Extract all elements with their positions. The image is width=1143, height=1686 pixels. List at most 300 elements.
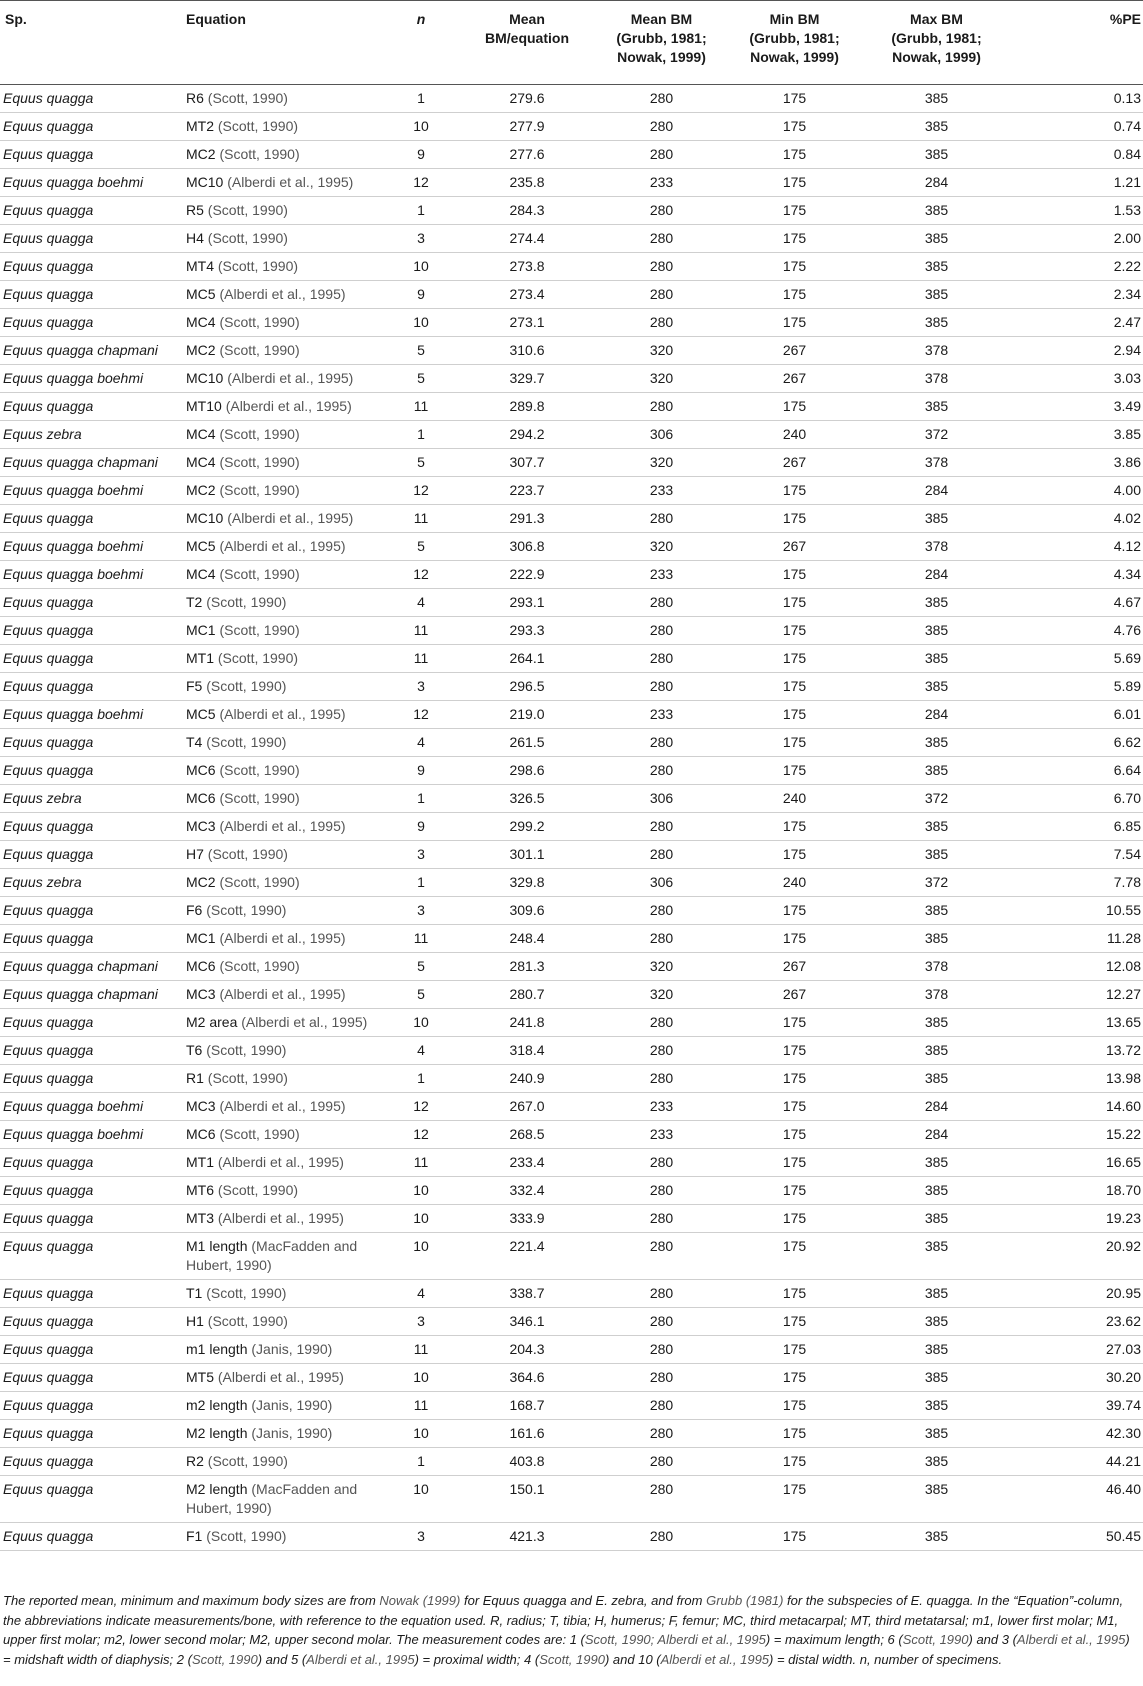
equation-citation[interactable]: (Scott, 1990): [207, 1069, 288, 1086]
table-row: [0, 924, 1143, 952]
cell-mean-bm-equation: 333.9: [509, 1209, 545, 1226]
cell-n: 11: [413, 1340, 429, 1357]
col-header-species: Sp.: [5, 11, 27, 27]
table-row: [0, 1391, 1143, 1419]
table-row: [0, 1279, 1143, 1307]
equation-citation[interactable]: (Scott, 1990): [207, 1452, 288, 1469]
cell-species: Equus quagga: [3, 229, 94, 246]
cell-species: Equus quagga boehmi: [3, 481, 144, 498]
equation-citation[interactable]: (Alberdi et al., 1995): [217, 1153, 344, 1170]
table-row: [0, 1475, 1143, 1522]
cell-mean-bm-equation: 318.4: [509, 1041, 545, 1058]
equation-citation[interactable]: (Scott, 1990): [207, 89, 288, 106]
cell-max-bm: 385: [924, 117, 949, 134]
col-header-max-bm: [864, 0, 1009, 84]
cell-mean-bm: 280: [649, 1153, 674, 1170]
cell-mean-bm: 280: [649, 1527, 674, 1544]
cell-species: Equus quagga: [3, 1527, 94, 1544]
cell-min-bm: 175: [782, 705, 807, 722]
cell-max-bm: 284: [924, 481, 949, 498]
cell-equation: [186, 756, 386, 784]
equation-code: MC3: [186, 985, 220, 1002]
footnote-text-5: ) and 3 (: [968, 1632, 1017, 1647]
equation-code: MC2: [186, 145, 220, 162]
cell-n: 10: [413, 117, 429, 134]
cell-equation: [186, 672, 386, 700]
cell-percent-pe: 13.72: [1105, 1041, 1141, 1058]
cell-max-bm: 284: [924, 173, 949, 190]
cell-n: 3: [417, 1312, 425, 1329]
cell-equation: [186, 952, 386, 980]
cell-mean-bm-equation: 289.8: [509, 397, 545, 414]
equation-citation[interactable]: (Scott, 1990): [206, 733, 287, 750]
cell-n: 11: [413, 509, 429, 526]
col-header-percent-pe: %PE: [1109, 11, 1141, 27]
col-header-max-bm-source2: Nowak, 1999): [892, 49, 981, 65]
cell-max-bm: 385: [924, 257, 949, 274]
equation-citation[interactable]: (Scott, 1990): [217, 1181, 299, 1198]
footnote-citation-nowak[interactable]: Nowak (1999): [379, 1593, 461, 1608]
cell-percent-pe: 16.65: [1105, 1153, 1141, 1170]
col-header-min-bm: [725, 0, 864, 84]
cell-species: Equus quagga: [3, 1312, 94, 1329]
footnote-text-4: ) = maximum length; 6 (: [765, 1632, 903, 1647]
cell-mean-bm-equation: 261.5: [509, 733, 545, 750]
footnote-citation-6[interactable]: Scott, 1990: [191, 1651, 258, 1667]
cell-equation: [186, 476, 386, 504]
cell-mean-bm-equation: 267.0: [509, 1097, 545, 1114]
cell-mean-bm-equation: 280.7: [509, 985, 545, 1002]
cell-n: 1: [417, 425, 425, 442]
cell-equation: [186, 168, 386, 196]
cell-equation: [186, 140, 386, 168]
cell-species: Equus quagga: [3, 677, 94, 694]
equation-code: F1: [186, 1527, 207, 1544]
cell-min-bm: 175: [782, 845, 807, 862]
cell-min-bm: 175: [782, 145, 807, 162]
cell-mean-bm: 320: [649, 369, 674, 386]
cell-equation: [186, 532, 386, 560]
cell-mean-bm-equation: 291.3: [509, 509, 545, 526]
cell-max-bm: 385: [924, 1237, 949, 1254]
cell-equation: [186, 308, 386, 336]
equation-citation[interactable]: (Scott, 1990): [219, 621, 300, 638]
cell-max-bm: 378: [924, 369, 949, 386]
equation-code: MC5: [186, 285, 220, 302]
equation-citation[interactable]: (Janis, 1990): [251, 1424, 333, 1441]
equation-citation[interactable]: (Alberdi et al., 1995): [227, 173, 354, 190]
cell-n: 10: [413, 1013, 429, 1030]
cell-mean-bm: 280: [649, 1368, 674, 1385]
cell-species: Equus quagga: [3, 1452, 94, 1469]
cell-max-bm: 385: [924, 733, 949, 750]
cell-min-bm: 175: [782, 1209, 807, 1226]
cell-species: Equus quagga: [3, 257, 94, 274]
cell-min-bm: 175: [782, 621, 807, 638]
cell-species: Equus quagga: [3, 1424, 94, 1441]
cell-species: Equus quagga: [3, 1237, 94, 1254]
cell-mean-bm-equation: 332.4: [509, 1181, 545, 1198]
cell-min-bm: 175: [782, 1097, 807, 1114]
cell-mean-bm-equation: 273.4: [509, 285, 545, 302]
cell-mean-bm: 233: [649, 565, 674, 582]
cell-equation: [186, 504, 386, 532]
cell-mean-bm: 306: [649, 425, 674, 442]
table-row: [0, 1064, 1143, 1092]
equation-code: m2 length: [186, 1396, 252, 1413]
equation-code: MC10: [186, 173, 228, 190]
cell-n: 1: [417, 201, 425, 218]
cell-max-bm: 385: [924, 1153, 949, 1170]
equation-code: MT6: [186, 1181, 218, 1198]
equation-citation[interactable]: (Scott, 1990): [219, 873, 300, 890]
equation-code: m1 length: [186, 1340, 252, 1357]
cell-percent-pe: 19.23: [1105, 1209, 1141, 1226]
cell-n: 9: [417, 285, 425, 302]
cell-min-bm: 175: [782, 397, 807, 414]
cell-species: Equus quagga: [3, 313, 94, 330]
equation-citation[interactable]: (Scott, 1990): [207, 201, 288, 218]
cell-n: 1: [417, 789, 425, 806]
cell-max-bm: 378: [924, 537, 949, 554]
col-header-mean-bm-source1: (Grubb, 1981;: [616, 30, 707, 46]
equation-code: MC4: [186, 313, 220, 330]
cell-species: Equus quagga: [3, 1181, 94, 1198]
col-header-n: n: [416, 11, 426, 27]
equation-citation[interactable]: (Scott, 1990): [219, 453, 300, 470]
equation-citation[interactable]: (Janis, 1990): [251, 1340, 333, 1357]
equation-citation[interactable]: (Scott, 1990): [219, 145, 300, 162]
footnote-text-2: for Equus quagga and E. zebra, and from: [460, 1593, 707, 1608]
cell-equation: [186, 1335, 386, 1363]
cell-mean-bm-equation: 279.6: [509, 89, 545, 106]
cell-mean-bm: 280: [649, 1312, 674, 1329]
equation-citation[interactable]: (Scott, 1990): [206, 677, 287, 694]
equation-citation[interactable]: (Alberdi et al., 1995): [219, 285, 346, 302]
table-row: [0, 1120, 1143, 1148]
cell-species: Equus quagga: [3, 117, 94, 134]
col-header-mean-bm-equation: [456, 0, 598, 84]
cell-mean-bm: 280: [649, 1340, 674, 1357]
footnote-text-9: ) and 10 (: [604, 1651, 661, 1667]
equation-code: T6: [186, 1041, 207, 1058]
cell-percent-pe: 5.89: [1113, 677, 1141, 694]
equation-citation[interactable]: (Alberdi et al., 1995): [219, 705, 346, 722]
cell-species: Equus quagga: [3, 145, 94, 162]
equation-citation[interactable]: (Scott, 1990): [219, 481, 300, 498]
cell-min-bm: 175: [782, 117, 807, 134]
cell-mean-bm: 280: [649, 901, 674, 918]
cell-mean-bm-equation: 241.8: [509, 1013, 545, 1030]
equation-citation[interactable]: (Scott, 1990): [219, 565, 300, 582]
cell-mean-bm-equation: 284.3: [509, 201, 545, 218]
cell-percent-pe: 2.00: [1113, 229, 1141, 246]
cell-mean-bm-equation: 233.4: [509, 1153, 545, 1170]
cell-mean-bm-equation: 294.2: [509, 425, 545, 442]
equation-citation[interactable]: (Scott, 1990): [206, 593, 287, 610]
cell-species: Equus quagga: [3, 761, 94, 778]
equation-citation[interactable]: (Scott, 1990): [219, 789, 300, 806]
cell-max-bm: 385: [924, 1013, 949, 1030]
cell-equation: [186, 588, 386, 616]
equation-code: M2 length: [186, 1480, 252, 1497]
cell-max-bm: 372: [924, 873, 949, 890]
cell-min-bm: 175: [782, 901, 807, 918]
footnote-citation-5[interactable]: Alberdi et al., 1995: [1016, 1632, 1126, 1647]
cell-max-bm: 385: [924, 593, 949, 610]
equation-citation[interactable]: (Alberdi et al., 1995): [219, 1097, 346, 1114]
cell-equation: [186, 1391, 386, 1419]
cell-species: Equus quagga: [3, 509, 94, 526]
table-row: [0, 644, 1143, 672]
cell-max-bm: 385: [924, 1452, 949, 1469]
cell-n: 10: [413, 1237, 429, 1254]
cell-min-bm: 175: [782, 1527, 807, 1544]
cell-mean-bm-equation: 240.9: [509, 1069, 545, 1086]
equation-citation[interactable]: (Alberdi et al., 1995): [227, 509, 354, 526]
cell-percent-pe: 0.13: [1113, 89, 1141, 106]
equation-code: MC1: [186, 929, 220, 946]
cell-percent-pe: 4.67: [1113, 593, 1141, 610]
footnote-citation-4[interactable]: Scott, 1990: [902, 1632, 969, 1647]
cell-max-bm: 284: [924, 565, 949, 582]
footnote-citation-grubb[interactable]: Grubb (1981): [706, 1593, 784, 1608]
equation-code: M2 area: [186, 1013, 242, 1030]
cell-species: Equus quagga: [3, 1480, 94, 1497]
table-row: [0, 252, 1143, 280]
cell-mean-bm: 280: [649, 649, 674, 666]
cell-species: Equus quagga: [3, 1209, 94, 1226]
equation-citation[interactable]: (Alberdi et al., 1995): [241, 1013, 368, 1030]
equation-citation[interactable]: (Scott, 1990): [219, 341, 300, 358]
cell-percent-pe: 23.62: [1105, 1312, 1141, 1329]
equation-citation[interactable]: (Alberdi et al., 1995): [225, 397, 352, 414]
equation-code: MT1: [186, 1153, 218, 1170]
table-row: [0, 672, 1143, 700]
cell-n: 12: [413, 705, 429, 722]
cell-min-bm: 175: [782, 1340, 807, 1357]
cell-percent-pe: 0.74: [1113, 117, 1141, 134]
equation-citation[interactable]: (Alberdi et al., 1995): [227, 369, 354, 386]
equation-citation[interactable]: (Scott, 1990): [206, 1527, 287, 1544]
cell-mean-bm-equation: 301.1: [509, 845, 545, 862]
cell-max-bm: 385: [924, 621, 949, 638]
cell-percent-pe: 4.00: [1113, 481, 1141, 498]
cell-min-bm: 175: [782, 649, 807, 666]
footnote-text-3: for the subspecies of E. quagga. In the “Equation”-column, the abbreviations indicate measurements/bone, with reference to the equation used. R, radius; T, tibia; H, humerus; F, femur; MC, third metacarpal; MT, third metatarsal; m1, lower first molar; M1, upper first molar; m2, lower second molar; M2, upper second molar. The measurement codes are: 1 (: [3, 1593, 1124, 1647]
cell-percent-pe: 50.45: [1105, 1527, 1141, 1544]
cell-max-bm: 385: [924, 929, 949, 946]
cell-species: Equus quagga: [3, 1041, 94, 1058]
cell-mean-bm: 280: [649, 1480, 674, 1497]
cell-min-bm: 175: [782, 1284, 807, 1301]
cell-mean-bm-equation: 338.7: [509, 1284, 545, 1301]
cell-max-bm: 385: [924, 89, 949, 106]
cell-n: 3: [417, 677, 425, 694]
cell-equation: [186, 700, 386, 728]
cell-equation: [186, 1232, 386, 1279]
cell-min-bm: 175: [782, 817, 807, 834]
cell-n: 12: [413, 481, 429, 498]
cell-species: Equus quagga boehmi: [3, 1097, 144, 1114]
cell-species: Equus quagga boehmi: [3, 173, 144, 190]
cell-species: Equus quagga chapmani: [3, 985, 158, 1002]
cell-equation: [186, 196, 386, 224]
footnote-citation-7[interactable]: Alberdi et al., 1995: [306, 1651, 415, 1667]
equation-code: MC2: [186, 873, 220, 890]
equation-citation[interactable]: (Scott, 1990): [206, 1284, 287, 1301]
equation-citation[interactable]: (Scott, 1990): [207, 229, 288, 246]
cell-percent-pe: 3.03: [1113, 369, 1141, 386]
cell-min-bm: 240: [782, 873, 807, 890]
cell-n: 10: [413, 1209, 429, 1226]
cell-equation: [186, 896, 386, 924]
cell-n: 4: [417, 1041, 425, 1058]
equation-code: T2: [186, 593, 207, 610]
cell-species: Equus quagga: [3, 593, 94, 610]
cell-mean-bm-equation: 161.6: [509, 1424, 545, 1441]
cell-n: 3: [417, 229, 425, 246]
equation-citation[interactable]: (Scott, 1990): [206, 1041, 287, 1058]
cell-max-bm: 385: [924, 761, 949, 778]
equation-citation[interactable]: (Scott, 1990): [219, 957, 300, 974]
equation-citation[interactable]: (Scott, 1990): [219, 313, 300, 330]
cell-min-bm: 175: [782, 257, 807, 274]
equation-code: MC5: [186, 537, 220, 554]
equation-code: H4: [186, 229, 208, 246]
equation-citation[interactable]: (Scott, 1990): [219, 761, 300, 778]
cell-n: 10: [413, 1424, 429, 1441]
cell-max-bm: 385: [924, 397, 949, 414]
cell-percent-pe: 46.40: [1105, 1480, 1141, 1497]
equation-citation[interactable]: (MacFadden and Hubert, 1990): [186, 1237, 358, 1273]
cell-mean-bm-equation: 204.3: [509, 1340, 545, 1357]
cell-mean-bm: 280: [649, 1424, 674, 1441]
equation-citation[interactable]: (Scott, 1990): [219, 1125, 300, 1142]
footnote-text-7: ) and 5 (: [257, 1651, 307, 1667]
cell-n: 4: [417, 733, 425, 750]
cell-species: Equus quagga: [3, 397, 94, 414]
cell-equation: [186, 112, 386, 140]
cell-min-bm: 240: [782, 425, 807, 442]
table-row: [0, 196, 1143, 224]
equation-citation[interactable]: (Scott, 1990): [217, 117, 299, 134]
equation-citation[interactable]: (Alberdi et al., 1995): [217, 1368, 344, 1385]
cell-mean-bm-equation: 219.0: [509, 705, 545, 722]
equation-citation[interactable]: (Alberdi et al., 1995): [219, 537, 346, 554]
cell-equation: [186, 1120, 386, 1148]
equation-citation[interactable]: (Scott, 1990): [217, 257, 299, 274]
equation-code: R6: [186, 89, 208, 106]
cell-max-bm: 385: [924, 1181, 949, 1198]
cell-mean-bm-equation: 364.6: [509, 1368, 545, 1385]
cell-min-bm: 175: [782, 173, 807, 190]
equation-citation[interactable]: (Scott, 1990): [217, 649, 299, 666]
equation-citation[interactable]: (Alberdi et al., 1995): [219, 817, 346, 834]
cell-species: Equus quagga: [3, 649, 94, 666]
cell-percent-pe: 27.03: [1105, 1340, 1141, 1357]
col-header-max-bm-source1: (Grubb, 1981;: [891, 30, 982, 46]
cell-mean-bm: 280: [649, 733, 674, 750]
cell-equation: [186, 644, 386, 672]
equation-code: M1 length: [186, 1237, 252, 1254]
equation-citation[interactable]: (MacFadden and Hubert, 1990): [186, 1480, 358, 1516]
cell-percent-pe: 2.34: [1113, 285, 1141, 302]
cell-mean-bm: 280: [649, 1041, 674, 1058]
equation-citation[interactable]: (Alberdi et al., 1995): [217, 1209, 344, 1226]
cell-percent-pe: 6.70: [1113, 789, 1141, 806]
cell-mean-bm-equation: 221.4: [509, 1237, 545, 1254]
equation-code: F5: [186, 677, 207, 694]
cell-species: Equus quagga: [3, 621, 94, 638]
cell-min-bm: 175: [782, 89, 807, 106]
table-row: [0, 392, 1143, 420]
cell-equation: [186, 1036, 386, 1064]
cell-percent-pe: 6.01: [1113, 705, 1141, 722]
equation-code: MC10: [186, 369, 228, 386]
cell-mean-bm-equation: 307.7: [509, 453, 545, 470]
table-row: [0, 336, 1143, 364]
equation-citation[interactable]: (Scott, 1990): [219, 425, 300, 442]
cell-n: 9: [417, 761, 425, 778]
cell-species: Equus zebra: [3, 789, 82, 806]
equation-citation[interactable]: (Scott, 1990): [206, 901, 287, 918]
footnote-citation-9[interactable]: Alberdi et al., 1995: [660, 1651, 770, 1667]
cell-min-bm: 175: [782, 229, 807, 246]
col-header-mean-bm-equation-line2: BM/equation: [485, 30, 569, 46]
cell-n: 5: [417, 341, 425, 358]
cell-percent-pe: 0.84: [1113, 145, 1141, 162]
cell-n: 10: [413, 1480, 429, 1497]
cell-min-bm: 175: [782, 929, 807, 946]
footnote-citation-3[interactable]: Scott, 1990; Alberdi et al., 1995: [584, 1632, 766, 1647]
cell-min-bm: 267: [782, 957, 807, 974]
cell-species: Equus zebra: [3, 425, 82, 442]
cell-max-bm: 385: [924, 1424, 949, 1441]
cell-species: Equus quagga: [3, 89, 94, 106]
cell-mean-bm-equation: 281.3: [509, 957, 545, 974]
cell-n: 10: [413, 313, 429, 330]
cell-max-bm: 385: [924, 201, 949, 218]
cell-min-bm: 175: [782, 1396, 807, 1413]
cell-species: Equus quagga boehmi: [3, 369, 144, 386]
cell-equation: [186, 1447, 386, 1475]
cell-n: 10: [413, 1181, 429, 1198]
equation-code: MC3: [186, 1097, 220, 1114]
equation-citation[interactable]: (Alberdi et al., 1995): [219, 929, 346, 946]
equation-citation[interactable]: (Scott, 1990): [207, 1312, 288, 1329]
cell-n: 11: [413, 929, 429, 946]
equation-citation[interactable]: (Janis, 1990): [251, 1396, 333, 1413]
cell-percent-pe: 1.53: [1113, 201, 1141, 218]
cell-min-bm: 175: [782, 1181, 807, 1198]
cell-n: 1: [417, 873, 425, 890]
table-row: [0, 728, 1143, 756]
equation-citation[interactable]: (Scott, 1990): [207, 845, 288, 862]
table-row: [0, 840, 1143, 868]
cell-percent-pe: 2.94: [1113, 341, 1141, 358]
table-row: [0, 1419, 1143, 1447]
equation-code: H1: [186, 1312, 208, 1329]
cell-max-bm: 284: [924, 1125, 949, 1142]
cell-mean-bm: 280: [649, 929, 674, 946]
cell-equation: [186, 924, 386, 952]
footnote-citation-8[interactable]: Scott, 1990: [539, 1651, 605, 1667]
equation-code: MC4: [186, 565, 220, 582]
cell-n: 9: [417, 145, 425, 162]
cell-percent-pe: 18.70: [1105, 1181, 1141, 1198]
equation-citation[interactable]: (Alberdi et al., 1995): [219, 985, 346, 1002]
